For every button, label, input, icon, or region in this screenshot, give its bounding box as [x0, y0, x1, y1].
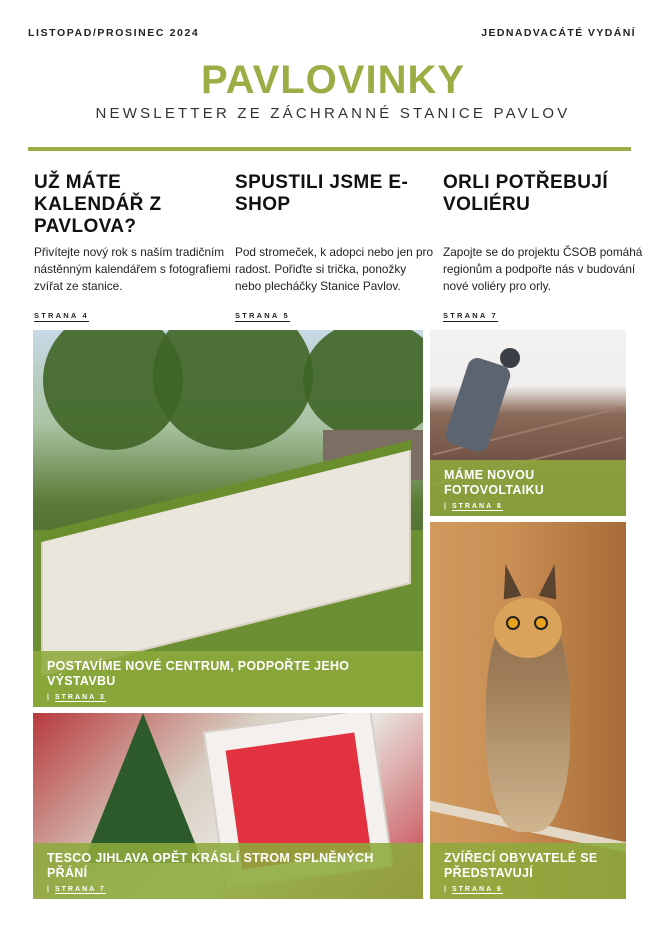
teaser-calendar[interactable] [34, 172, 231, 320]
teaser-eagles[interactable] [443, 172, 643, 320]
owl-ear-tuft [539, 563, 564, 600]
worker-figure [443, 355, 513, 454]
newsletter-title: PAVLOVINKY [200, 58, 466, 102]
owl-ear-tuft [497, 563, 522, 600]
owl-face [494, 598, 562, 658]
feature-title: MÁME NOVOU FOTOVOLTAIKU [444, 468, 545, 497]
tree-foliage [303, 330, 423, 440]
teaser-text: Přivítejte nový rok s naším tradičním nástěnným kalendářem s fotografiemi zvířat ze stanice. [34, 245, 231, 293]
teaser-page-link[interactable]: STRANA 5 [235, 311, 290, 320]
teaser-text: Zapojte se do projektu ČSOB pomáhá regionům a podpořte nás v budování nové voliéry pro orly. [443, 245, 643, 293]
teaser-title: ORLI POTŘEBUJÍ VOLIÉRU [443, 172, 609, 215]
feature-page-link[interactable]: | STRANA 7 [47, 886, 106, 893]
feature-title: TESCO JIHLAVA OPĚT KRÁSLÍ STROM SPLNĚNÝCH PŘÁNÍ [47, 851, 374, 880]
feature-solar-panels[interactable] [430, 330, 626, 516]
feature-tesco-tree[interactable] [33, 713, 423, 899]
feature-page-link[interactable]: | STRANA 3 [47, 694, 106, 701]
feature-caption [33, 843, 423, 899]
owl-eye [534, 616, 548, 630]
feature-caption [430, 460, 626, 516]
issue-number: JEDNADVACÁTÉ VYDÁNÍ [481, 27, 636, 39]
feature-caption [33, 651, 423, 707]
feature-animals[interactable] [430, 522, 626, 899]
teaser-title: SPUSTILI JSME E-SHOP [235, 172, 409, 215]
christmas-tree-shape [83, 713, 203, 863]
teaser-title: UŽ MÁTE KALENDÁŘ Z PAVLOVA? [34, 172, 162, 237]
masthead [0, 58, 666, 122]
feature-title: ZVÍŘECÍ OBYVATELÉ SE PŘEDSTAVUJÍ [444, 851, 598, 880]
worker-head [500, 348, 520, 368]
feature-new-centre[interactable] [33, 330, 423, 707]
teaser-page-link[interactable]: STRANA 7 [443, 311, 498, 320]
feature-title: POSTAVÍME NOVÉ CENTRUM, PODPOŘTE JEHO VÝSTAVBU [47, 659, 350, 688]
feature-caption [430, 843, 626, 899]
feature-page-link[interactable]: | STRANA 9 [444, 886, 503, 893]
teaser-page-link[interactable]: STRANA 4 [34, 311, 89, 320]
teaser-text: Pod stromeček, k adopci nebo jen pro radost. Pořiďte si trička, ponožky nebo plecháčky Stanice Pavlov. [235, 245, 434, 293]
issue-date: LISTOPAD/PROSINEC 2024 [28, 27, 200, 39]
owl-eye [506, 616, 520, 630]
newsletter-subtitle: NEWSLETTER ZE ZÁCHRANNÉ STANICE PAVLOV [95, 105, 571, 122]
feature-page-link[interactable]: | STRANA 8 [444, 503, 503, 510]
teaser-eshop[interactable] [235, 172, 434, 320]
header-divider [28, 147, 631, 151]
tree-foliage [153, 330, 313, 450]
